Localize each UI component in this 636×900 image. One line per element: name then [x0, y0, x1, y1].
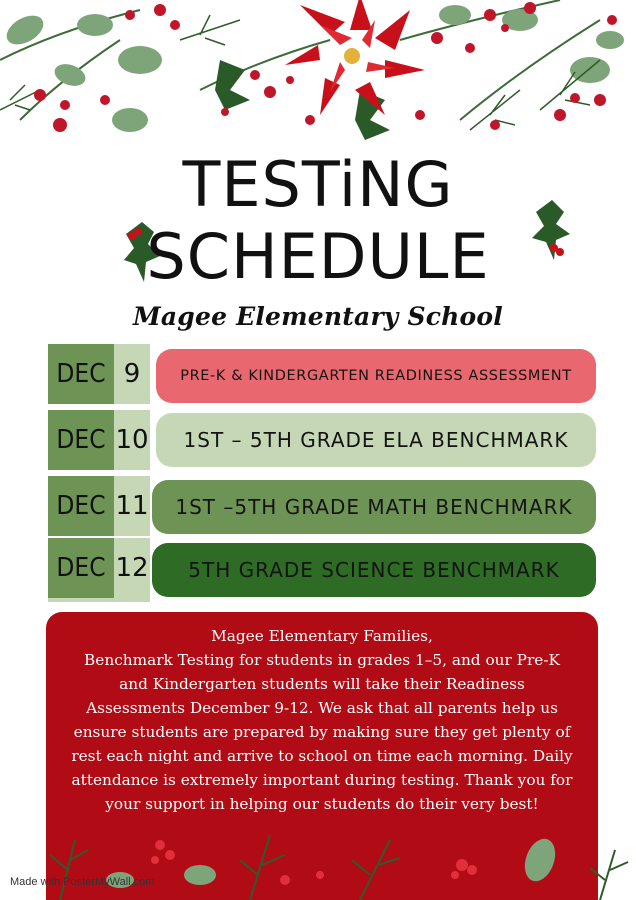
- date-day: 12: [114, 538, 150, 598]
- date-day: 9: [114, 344, 150, 404]
- event-label: PRE-K & KINDERGARTEN READINESS ASSESSMENT: [156, 349, 596, 403]
- event-label: 5TH GRADE SCIENCE BENCHMARK: [152, 543, 596, 597]
- page-title-line-2: SCHEDULE: [146, 220, 490, 293]
- date-month: DEC: [48, 476, 114, 536]
- notice-line: your support in helping our students do their very best!: [105, 795, 539, 813]
- date-day: 10: [114, 410, 150, 470]
- date-day: 11: [114, 476, 150, 536]
- notice-line: Magee Elementary Families,: [211, 627, 433, 645]
- date-month: DEC: [48, 538, 114, 598]
- poinsettia-garland-decoration: [0, 0, 636, 170]
- date-month: DEC: [48, 410, 114, 470]
- event-label: 1ST – 5TH GRADE ELA BENCHMARK: [156, 413, 596, 467]
- notice-line: Benchmark Testing for students in grades 1–5, and our Pre-K: [84, 651, 560, 669]
- watermark: Made with PosterMyWall.com: [10, 876, 155, 888]
- notice-line: attendance is extremely important during testing. Thank you for: [71, 771, 573, 789]
- schedule-row-dec-9: [0, 344, 636, 404]
- notice-line: and Kindergarten students will take their Readiness: [119, 675, 525, 693]
- event-label: 1ST –5TH GRADE MATH BENCHMARK: [152, 480, 596, 534]
- notice-line: rest each night and arrive to school on time each morning. Daily: [71, 747, 573, 765]
- date-month: DEC: [48, 344, 114, 404]
- pine-garland-decoration: [0, 820, 636, 900]
- page-title-line-1: TESTiNG: [182, 148, 454, 221]
- notice-line: Assessments December 9-12. We ask that all parents help us: [86, 699, 558, 717]
- school-name: Magee Elementary School: [133, 302, 503, 331]
- schedule-row-dec-12: [0, 538, 636, 598]
- date-column-end: [48, 598, 150, 602]
- schedule-row-dec-10: [0, 410, 636, 470]
- notice-line: ensure students are prepared by making sure they get plenty of: [73, 723, 571, 741]
- schedule-row-dec-11: [0, 476, 636, 536]
